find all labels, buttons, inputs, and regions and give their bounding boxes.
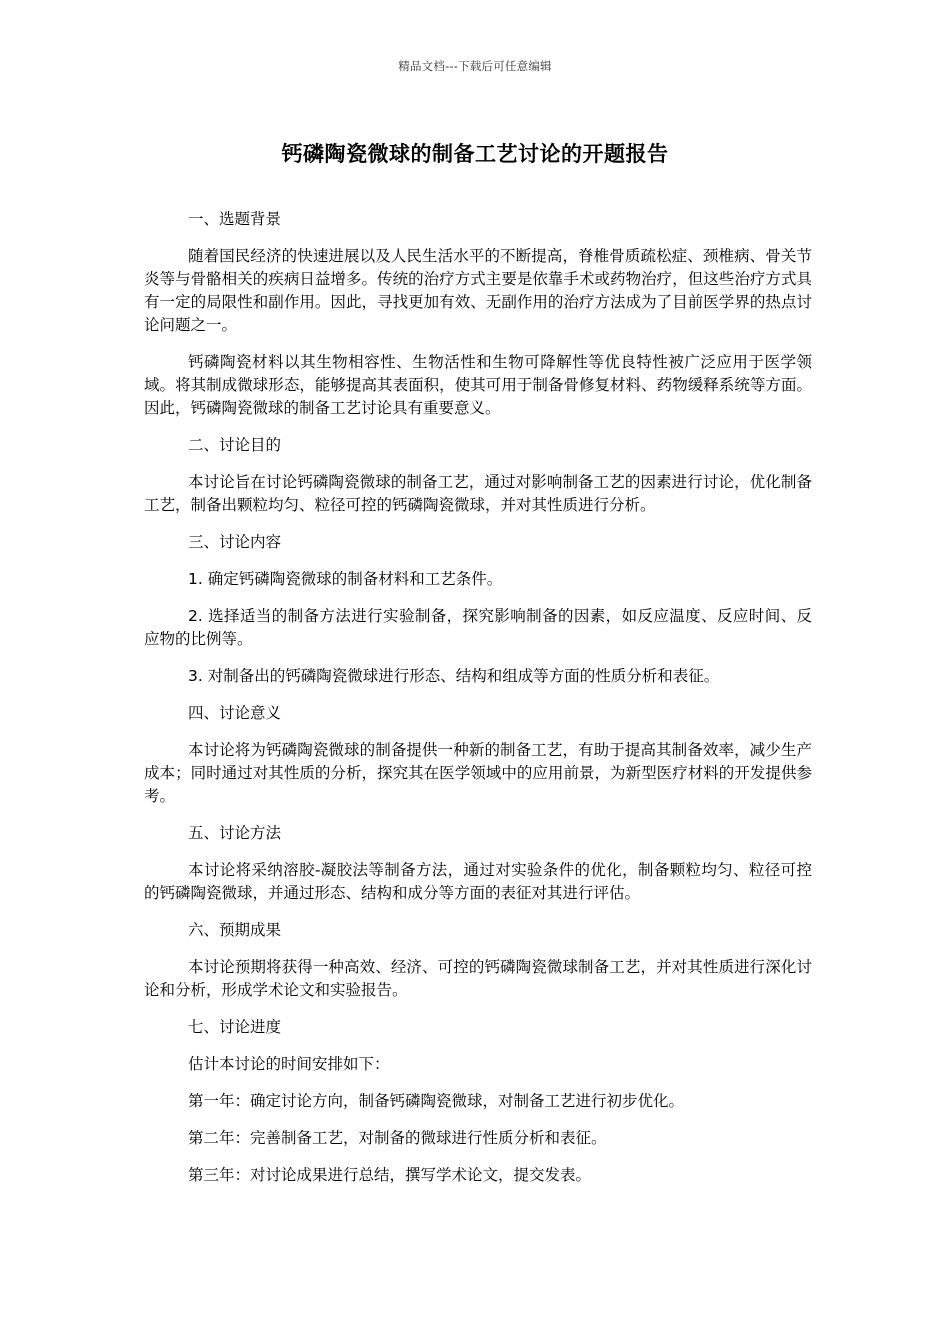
section-heading-outcomes: 六、预期成果 <box>188 921 282 939</box>
document-body <box>144 208 812 1201</box>
schedule-year-2: 第二年：完善制备工艺，对制备的微球进行性质分析和表征。 <box>188 1129 607 1147</box>
section-heading-method: 五、讨论方法 <box>188 824 282 842</box>
significance-paragraph: 本讨论将为钙磷陶瓷微球的制备提供一种新的制备工艺，有助于提高其制备效率，减少生产成本；同时通过对其性质的分析，探究其在医学领域中的应用前景，为新型医疗材料的开发提供参考。 <box>144 741 812 805</box>
purpose-paragraph: 本讨论旨在讨论钙磷陶瓷微球的制备工艺，通过对影响制备工艺的因素进行讨论，优化制备工艺，制备出颗粒均匀、粒径可控的钙磷陶瓷微球，并对其性质进行分析。 <box>144 473 812 514</box>
method-paragraph: 本讨论将采纳溶胶-凝胶法等制备方法，通过对实验条件的优化，制备颗粒均匀、粒径可控的钙磷陶瓷微球，并通过形态、结构和成分等方面的表征对其进行评估。 <box>144 861 812 902</box>
section-heading-content: 三、讨论内容 <box>188 533 282 551</box>
page-header: 精品文档---下载后可任意编辑 <box>398 59 552 73</box>
schedule-intro: 估计本讨论的时间安排如下： <box>188 1055 390 1073</box>
schedule-year-1: 第一年：确定讨论方向，制备钙磷陶瓷微球，对制备工艺进行初步优化。 <box>188 1092 685 1110</box>
document-title: 钙磷陶瓷微球的制备工艺讨论的开题报告 <box>281 142 669 166</box>
content-item-1: 1. 确定钙磷陶瓷微球的制备材料和工艺条件。 <box>188 570 503 588</box>
outcomes-paragraph: 本讨论预期将获得一种高效、经济、可控的钙磷陶瓷微球制备工艺，并对其性质进行深化讨论和分析，形成学术论文和实验报告。 <box>144 958 812 999</box>
section-heading-schedule: 七、讨论进度 <box>188 1018 282 1036</box>
content-item-3: 3. 对制备出的钙磷陶瓷微球进行形态、结构和组成等方面的性质分析和表征。 <box>188 667 720 685</box>
schedule-year-3: 第三年：对讨论成果进行总结，撰写学术论文，提交发表。 <box>188 1166 592 1184</box>
content-item-2: 2. 选择适当的制备方法进行实验制备，探究影响制备的因素，如反应温度、反应时间、反应物的比例等。 <box>144 607 812 648</box>
section-heading-purpose: 二、讨论目的 <box>188 436 282 454</box>
background-paragraph-1: 随着国民经济的快速进展以及人民生活水平的不断提高，脊椎骨质疏松症、颈椎病、骨关节炎等与骨骼相关的疾病日益增多。传统的治疗方式主要是依靠手术或药物治疗，但这些治疗方式具有一定的局限性和副作用。因此，寻找更加有效、无副作用的治疗方法成为了目前医学界的热点讨论问题之一。 <box>144 247 812 334</box>
section-heading-background: 一、选题背景 <box>188 210 282 228</box>
section-heading-significance: 四、讨论意义 <box>188 704 282 722</box>
background-paragraph-2: 钙磷陶瓷材料以其生物相容性、生物活性和生物可降解性等优良特性被广泛应用于医学领域。将其制成微球形态，能够提高其表面积，使其可用于制备骨修复材料、药物缓释系统等方面。因此，钙磷陶瓷微球的制备工艺讨论具有重要意义。 <box>144 353 812 417</box>
